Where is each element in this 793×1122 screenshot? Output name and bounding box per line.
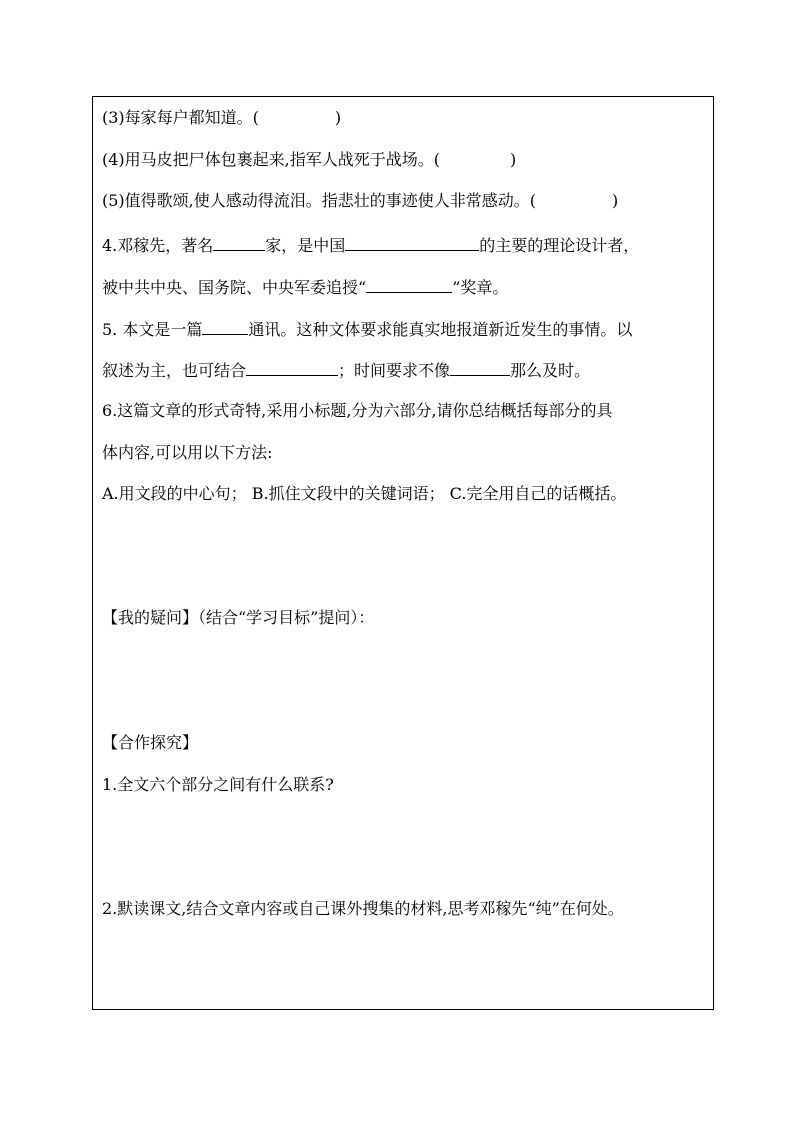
item-3-text: (3)每家每户都知道。( [102,108,259,127]
q5-part5: 那么及时。 [510,361,591,380]
question-6-line-1: 6.这篇文章的形式奇特,采用小标题,分为六部分,请你总结概括每部分的具 [102,401,613,420]
q5-part4: ；时间要求不像 [338,361,451,380]
cooperation-question-2: 2.默读课文,结合文章内容或自己课外搜集的材料,思考邓稼先“纯”在何处。 [102,899,624,918]
question-6-methods: A.用文段的中心句； B.抓住文段中的关键词语； C.完全用自己的话概括。 [102,484,627,503]
q5-blank-3[interactable] [450,359,510,376]
q5-part2: 通讯。这种文体要求能真实地报道新近发生的事情。以 [248,320,633,339]
question-5-line-1 [102,318,632,340]
item-5 [102,191,618,211]
question-4-line-1 [102,234,639,256]
cooperation-heading: 【合作探究】 [102,733,199,752]
item-4-close: ) [510,150,517,169]
q5-part1: 5. 本文是一篇 [102,320,203,339]
cooperation-question-1: 1.全文六个部分之间有什么联系? [102,775,334,794]
item-5-text: (5)值得歌颂,使人感动得流泪。指悲壮的事迹使人非常感动。( [102,191,536,210]
q4-blank-1[interactable] [213,234,265,251]
q4-part4: 被中共中央、国务院、中央军委追授“ [102,278,367,297]
q4-part3: 的主要的理论设计者， [479,236,640,255]
item-3-close: ) [334,108,342,127]
item-3 [102,108,341,128]
item-5-close: ) [612,191,619,210]
q5-blank-1[interactable] [202,318,248,335]
item-4 [102,150,516,170]
q4-part5: ”奖章。 [452,278,509,297]
q5-part3: 叙述为主，也可结合 [102,361,247,380]
question-6-line-2: 体内容,可以用以下方法: [102,443,273,462]
question-4-line-2 [102,276,508,298]
q4-blank-3[interactable] [366,276,452,293]
my-questions-heading: 【我的疑问】（结合“学习目标”提问）： [102,608,375,627]
q4-part1: 4.邓稼先，著名 [102,236,214,255]
q5-blank-2[interactable] [246,359,338,376]
q4-blank-2[interactable] [345,234,479,251]
question-5-line-2 [102,359,590,381]
item-4-text: (4)用马皮把尸体包裹起来,指军人战死于战场。( [102,150,440,169]
q4-part2: 家，是中国 [265,236,346,255]
